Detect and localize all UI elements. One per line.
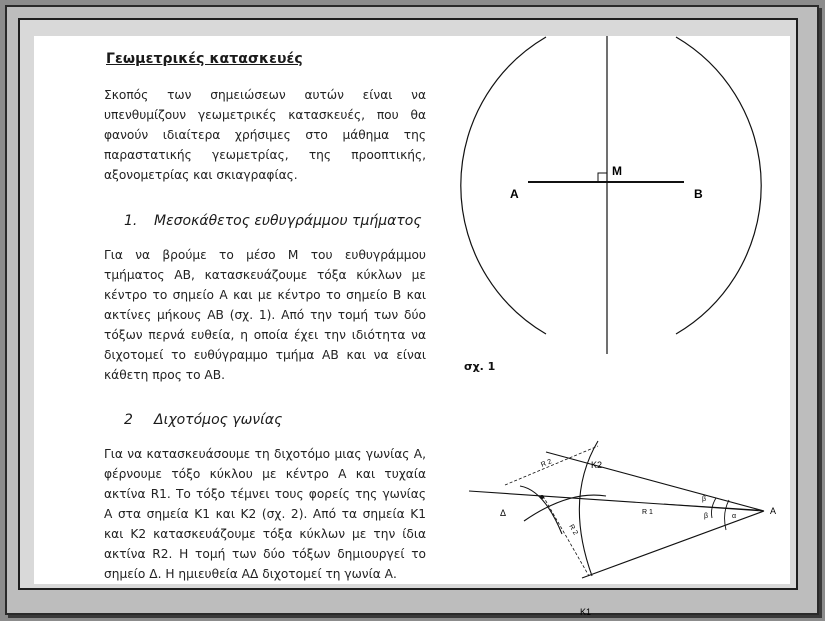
label-a: A	[510, 187, 519, 201]
section2-heading-text: Διχοτόμος γωνίας	[154, 412, 283, 428]
label-beta-2: β	[704, 513, 709, 520]
right-angle-mark	[598, 173, 607, 182]
label-k1: K1	[580, 607, 592, 617]
section2-number: 2	[124, 412, 133, 428]
document-title: Γεωμετρικές κατασκευές	[106, 51, 303, 67]
section1-number: 1.	[124, 213, 138, 229]
label-r2-bottom: R 2	[567, 523, 579, 537]
bisector-arc-left	[461, 37, 546, 334]
label-beta-1: β	[702, 496, 707, 503]
bisector-ray	[469, 491, 764, 511]
section2-heading	[124, 412, 282, 428]
figure1-diagram	[504, 36, 744, 356]
radius-r1	[664, 504, 758, 510]
figure1-caption: σχ. 1	[464, 360, 496, 373]
figure2-diagram	[464, 418, 790, 617]
label-a: A	[770, 506, 777, 516]
label-m: M	[612, 164, 622, 178]
angle-mark-alpha	[725, 500, 729, 530]
label-delta: Δ	[500, 508, 507, 518]
radius-r2-upper	[505, 446, 598, 485]
document-page	[34, 36, 790, 617]
ray-lower	[582, 511, 764, 578]
label-k2: K2	[591, 460, 603, 470]
section1-heading-text: Μεσοκάθετος ευθυγράμμου τμήματος	[154, 213, 422, 229]
section1-heading	[124, 213, 422, 229]
intro-paragraph: Σκοπός των σημειώσεων αυτών είναι να υπενθυμίζουν γεωμετρικές κατασκευές, που θα φανούν ιδιαίτερα χρήσιμες στο μάθημα της παραστατικής γεωμετρίας, της προοπτικής, αξονομετρίας και σκιαγραφίας.	[104, 88, 426, 182]
section1-paragraph: Για να βρούμε το μέσο Μ του ευθυγράμμου τμήματος ΑΒ, κατασκευάζουμε τόξα κύκλων με κέντρο το σημείο Α και με κέντρο το σημείο Β και ακτίνες μήκους ΑΒ (σχ. 1). Από την τομή των δύο τόξων περνά ευθεία, η οποία έχει την ιδιότητα να διχοτομεί το ευθύγραμμο τμήμα ΑΒ και να είναι κάθετη προς το ΑΒ.	[104, 248, 426, 382]
label-b: B	[694, 187, 703, 201]
label-r1: R 1	[642, 509, 653, 516]
label-alpha: α	[732, 513, 737, 520]
ray-upper	[546, 452, 764, 511]
point-delta	[540, 495, 544, 499]
label-r2-top: R 2	[540, 458, 553, 469]
section2-paragraph: Για να κατασκευάσουμε τη διχοτόμο μιας γωνίας Α, φέρνουμε τόξο κύκλου με κέντρο Α και τυχαία ακτίνα R1. Το τόξο τέμνει τους φορείς της γωνίας Α στα σημεία Κ1 και Κ2 (σχ. 2). Από τα σημεία Κ1 και Κ2 κατασκευάζουμε τόξα κύκλων με την ίδια ακτίνα R2. Η τομή των δύο τόξων δημιουργεί το σημείο Δ. Η ημιευθεία ΑΔ διχοτομεί τη γωνία Α.	[104, 447, 426, 581]
bisector-arc-right	[676, 37, 761, 334]
radius-r2-lower	[543, 496, 589, 576]
